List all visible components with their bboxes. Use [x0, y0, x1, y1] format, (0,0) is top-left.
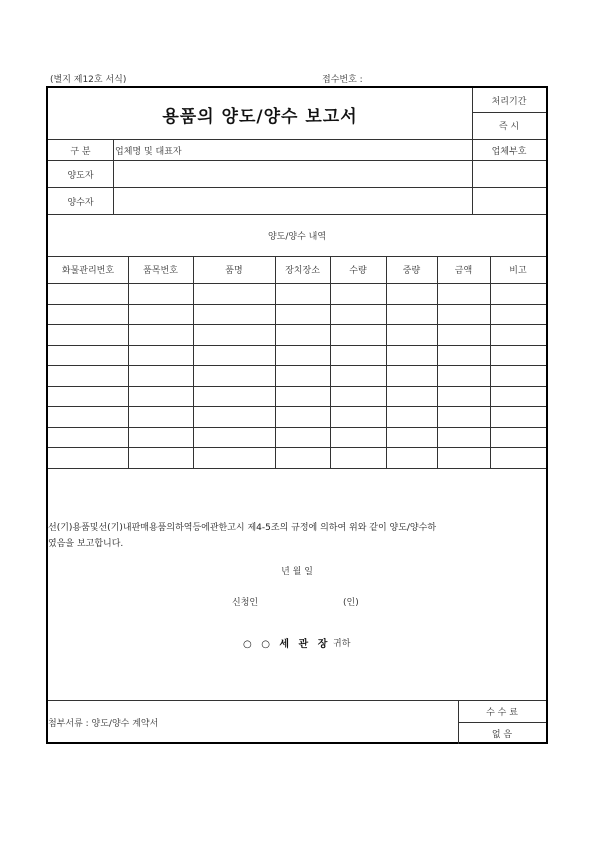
table-cell	[193, 406, 275, 427]
column-header: 중량	[402, 266, 421, 276]
table-cell	[490, 304, 546, 325]
column-header: 품명	[225, 266, 243, 276]
details-section-title: 양도/양수 내역	[267, 231, 327, 242]
table-divider	[48, 468, 546, 469]
table-cell	[437, 386, 490, 407]
attachment-note: 첨부서류 : 양도/양수 계약서	[48, 718, 159, 729]
table-cell	[128, 304, 193, 325]
table-cell	[437, 447, 490, 468]
applicant-label: 신청인	[232, 597, 259, 608]
processing-period-value: 즉 시	[498, 122, 520, 132]
divider	[48, 214, 546, 215]
statement-line-2: 였음을 보고합니다.	[48, 539, 124, 549]
table-cell	[490, 365, 546, 386]
table-cell	[128, 447, 193, 468]
table-cell	[437, 304, 490, 325]
company-label: 업체명 및 대표자	[115, 146, 182, 157]
table-row	[48, 324, 546, 345]
processing-period-label: 처리기간	[491, 96, 527, 107]
table-cell	[128, 386, 193, 407]
fee-label: 수 수 료	[486, 708, 518, 718]
table-cell	[128, 365, 193, 386]
column-header: 품목번호	[143, 266, 178, 276]
table-cell	[275, 365, 330, 386]
table-cell	[330, 365, 386, 386]
table-cell	[128, 345, 193, 366]
table-cell	[490, 406, 546, 427]
table-cell	[193, 386, 275, 407]
table-cell	[437, 365, 490, 386]
table-cell	[330, 324, 386, 345]
table-cell	[193, 365, 275, 386]
table-cell	[490, 324, 546, 345]
table-cell	[275, 447, 330, 468]
table-cell	[193, 324, 275, 345]
page-title: 용품의 양도/양수 보고서	[162, 106, 358, 127]
table-cell	[275, 324, 330, 345]
table-cell	[48, 345, 128, 366]
table-cell	[275, 345, 330, 366]
table-cell	[437, 345, 490, 366]
table-cell	[386, 427, 437, 448]
table-cell	[330, 427, 386, 448]
table-cell	[330, 304, 386, 325]
table-cell	[275, 283, 330, 304]
table-cell	[330, 386, 386, 407]
table-cell	[490, 386, 546, 407]
table-row	[48, 447, 546, 468]
table-cell	[48, 447, 128, 468]
table-cell	[193, 345, 275, 366]
transferor-label: 양도자	[67, 170, 94, 181]
table-cell	[490, 427, 546, 448]
table-cell	[330, 447, 386, 468]
transferee-label: 양수자	[67, 197, 94, 208]
table-row	[48, 406, 546, 427]
fee-value: 없 음	[491, 729, 513, 740]
table-row	[48, 304, 546, 325]
table-row	[48, 345, 546, 366]
table-cell	[128, 324, 193, 345]
table-cell	[386, 447, 437, 468]
table-cell	[386, 283, 437, 304]
customs-office: ○ ○ 세 관 장	[243, 638, 331, 650]
table-cell	[193, 304, 275, 325]
table-row	[48, 365, 546, 386]
table-cell	[193, 447, 275, 468]
table-cell	[193, 427, 275, 448]
table-cell	[330, 283, 386, 304]
table-cell	[437, 283, 490, 304]
table-cell	[48, 324, 128, 345]
category-label: 구 분	[70, 146, 91, 157]
table-cell	[490, 283, 546, 304]
table-cell	[48, 406, 128, 427]
table-cell	[386, 345, 437, 366]
table-cell	[275, 304, 330, 325]
table-cell	[490, 447, 546, 468]
table-cell	[128, 406, 193, 427]
table-cell	[330, 406, 386, 427]
receipt-number-label: 접수번호 :	[322, 75, 363, 85]
table-cell	[48, 304, 128, 325]
table-cell	[48, 427, 128, 448]
table-cell	[48, 386, 128, 407]
table-cell	[386, 406, 437, 427]
table-cell	[128, 283, 193, 304]
table-cell	[330, 345, 386, 366]
table-cell	[48, 365, 128, 386]
column-header: 화물관리번호	[61, 266, 115, 276]
honorific: 귀하	[333, 638, 351, 649]
seal-label: (인)	[343, 597, 359, 608]
table-cell	[193, 283, 275, 304]
table-cell	[386, 386, 437, 407]
table-cell	[437, 427, 490, 448]
table-cell	[490, 345, 546, 366]
table-row	[48, 386, 546, 407]
table-cell	[275, 427, 330, 448]
table-cell	[128, 427, 193, 448]
table-cell	[275, 386, 330, 407]
table-cell	[386, 304, 437, 325]
column-header: 비고	[509, 266, 527, 276]
company-code-label: 업체부호	[491, 146, 527, 157]
table-cell	[437, 324, 490, 345]
form-number: (별지 제12호 서식)	[50, 75, 127, 85]
table-cell	[386, 365, 437, 386]
table-cell	[386, 324, 437, 345]
divider	[113, 139, 114, 214]
divider	[48, 187, 546, 188]
column-header: 금액	[454, 266, 473, 276]
divider	[48, 160, 546, 161]
table-cell	[275, 406, 330, 427]
table-cell	[48, 283, 128, 304]
statement-line-1: 선(기)용품및선(기)내판매용품의하역등에관한고시 제4-5조의 규정에 의하여 위와 같이 양도/양수하	[48, 523, 437, 533]
column-header: 장치장소	[285, 266, 320, 276]
column-header: 수량	[349, 266, 367, 276]
date-line: 년 월 일	[281, 566, 313, 577]
table-row	[48, 427, 546, 448]
table-row	[48, 283, 546, 304]
table-cell	[437, 406, 490, 427]
